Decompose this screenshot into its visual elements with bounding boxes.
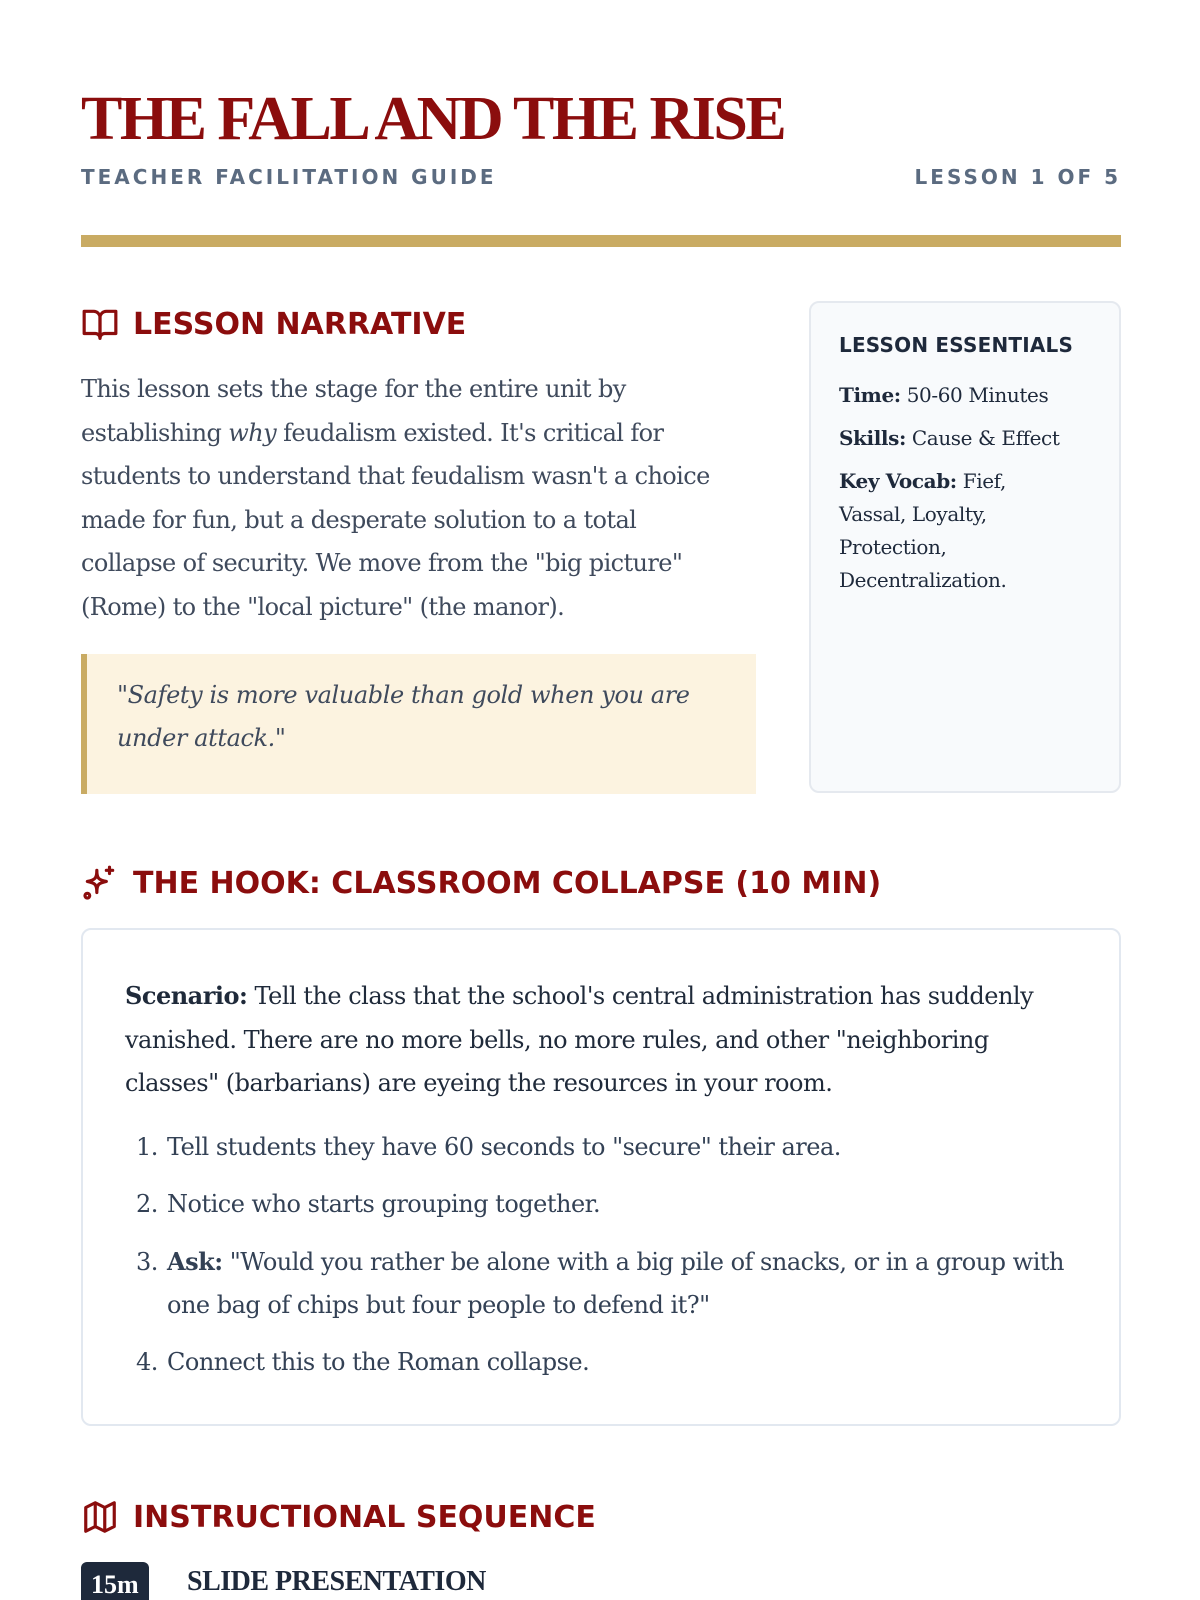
essential-time (839, 379, 1119, 412)
duration-badge: 15m (81, 1562, 149, 1600)
ask-label: Ask: (167, 1246, 223, 1276)
essential-value: Cause & Effect (905, 426, 1060, 450)
page-title: THE FALL AND THE RISE (81, 85, 785, 153)
essentials-heading: LESSON ESSENTIALS (839, 333, 1074, 357)
essential-label: Time: (839, 383, 901, 407)
essential-vocab (839, 465, 1059, 597)
list-item: 4. Connect this to the Roman collapse. (165, 1341, 1079, 1384)
essential-value: 50-60 Minutes (900, 383, 1049, 407)
essential-skills (839, 422, 1119, 455)
guide-subtitle: TEACHER FACILITATION GUIDE (81, 165, 497, 189)
book-open-icon (81, 305, 119, 343)
map-icon (81, 1498, 119, 1536)
scenario-text (125, 974, 1079, 1106)
step-title: SLIDE PRESENTATION (187, 1566, 486, 1597)
lesson-essentials-card (809, 301, 1121, 793)
list-item: 2. Notice who starts grouping together. (165, 1183, 1079, 1226)
hook-heading (81, 864, 881, 902)
scenario-body: Tell the class that the school's central administration has suddenly vanished. There are no more bells, no more rules, and other "neighboring classes" (barbarians) are eyeing the resources in your room. (125, 982, 1034, 1097)
ask-text: "Would you rather be alone with a big pile of snacks, or in a group with one bag of chips but four people to defend it?" (167, 1247, 1064, 1319)
sequence-heading-text: INSTRUCTIONAL SEQUENCE (133, 1499, 596, 1535)
narrative-text-start: This lesson sets the stage for the entire unit by establishing (81, 375, 626, 447)
narrative-quote: "Safety is more valuable than gold when you are under attack." (81, 654, 756, 794)
sequence-heading (81, 1498, 596, 1536)
hook-heading-text: THE HOOK: CLASSROOM COLLAPSE (10 MIN) (133, 865, 882, 901)
list-item (165, 1240, 1079, 1327)
essential-label: Key Vocab: (839, 469, 957, 493)
narrative-heading-text: LESSON NARRATIVE (133, 306, 467, 342)
narrative-emphasis: why (228, 418, 277, 447)
essential-value: Fief, Vassal, Loyalty, Protection, Decentralization. (839, 469, 1007, 592)
list-item: 1. Tell students they have 60 seconds to "secure" their area. (165, 1126, 1079, 1169)
hook-steps (125, 1126, 1079, 1384)
narrative-text-end: feudalism existed. It's critical for students to understand that feudalism wasn't a choice made for fun, but a desperate solution to a total collapse of security. We move from the "big picture" (Rome) to the "local picture" (the manor). (81, 418, 710, 621)
lesson-counter: LESSON 1 OF 5 (914, 165, 1121, 189)
narrative-heading (81, 305, 466, 343)
scenario-label: Scenario: (125, 981, 248, 1010)
header-divider (81, 235, 1121, 247)
hook-card (81, 928, 1121, 1426)
narrative-text (81, 368, 731, 629)
sparkles-icon (81, 864, 119, 902)
essential-label: Skills: (839, 426, 906, 450)
